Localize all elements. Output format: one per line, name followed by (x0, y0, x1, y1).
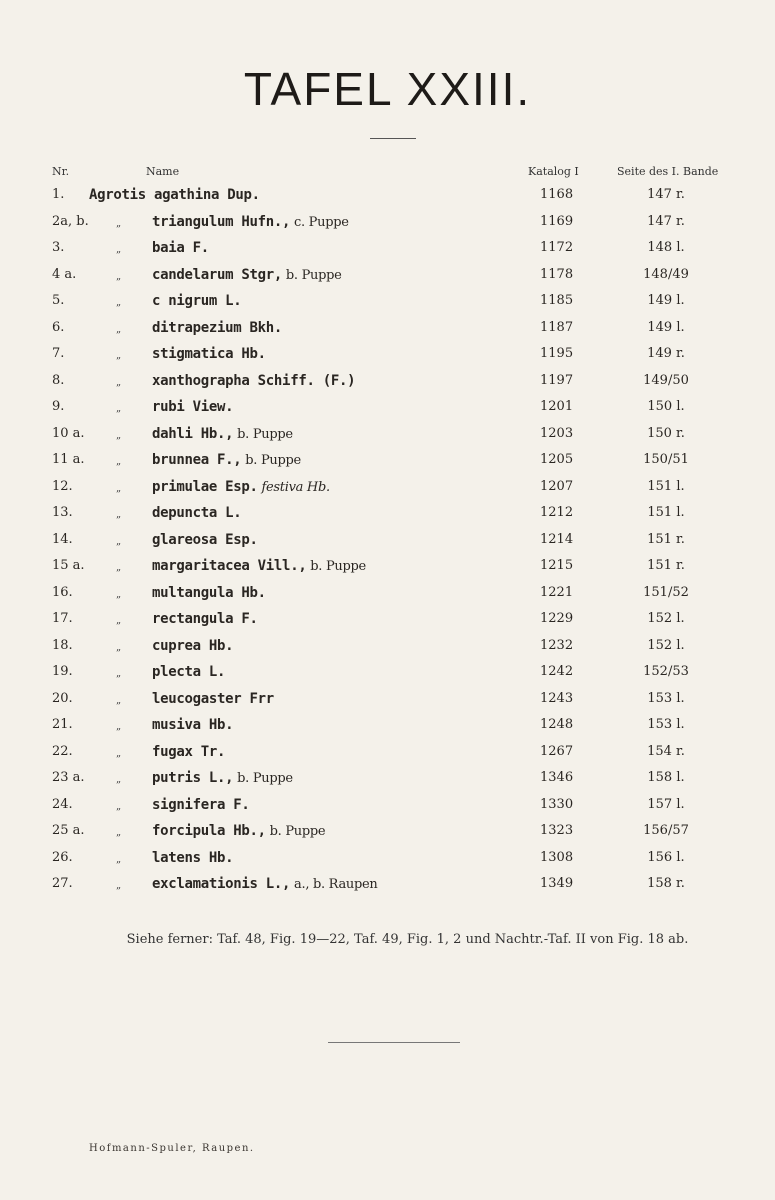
row-number: 24. (52, 796, 73, 812)
ditto-mark: „ (116, 350, 122, 361)
species-text: baia F. (152, 240, 209, 256)
species-name (152, 823, 325, 839)
species-name (152, 664, 225, 680)
katalog-number: 1242 (540, 664, 574, 679)
species-name (152, 585, 266, 601)
katalog-number: 1172 (540, 240, 574, 255)
column-header-name: Name (146, 165, 180, 178)
table-row (0, 554, 775, 581)
species-text: putris L., (152, 770, 234, 786)
table-row (0, 607, 775, 634)
page-reference: 149 l. (647, 293, 685, 308)
species-name (152, 876, 377, 892)
species-note: b. Puppe (265, 824, 326, 839)
page-reference: 156/57 (643, 823, 689, 838)
species-text: musiva Hb. (152, 717, 234, 733)
table-row (0, 501, 775, 528)
row-number: 26. (52, 849, 73, 865)
page-reference: 148 l. (647, 240, 685, 255)
katalog-number: 1349 (540, 876, 574, 891)
species-name (152, 638, 233, 654)
species-text: ditrapezium Bkh. (152, 319, 283, 336)
ditto-mark: „ (116, 297, 122, 308)
table-row (0, 422, 775, 449)
page-reference: 149 r. (647, 346, 685, 361)
row-number: 11 a. (52, 452, 85, 467)
species-name (152, 214, 349, 230)
species-text: plecta L. (152, 664, 226, 680)
table-row (0, 819, 775, 846)
ditto-mark: „ (116, 827, 122, 838)
page-reference: 152 l. (647, 637, 685, 653)
row-number: 27. (52, 876, 73, 891)
katalog-number: 1185 (540, 293, 574, 308)
species-name (152, 452, 301, 468)
ditto-mark: „ (116, 694, 122, 706)
katalog-number: 1203 (540, 425, 574, 441)
page-title: TAFEL XXIII. (243, 63, 532, 115)
species-text: latens Hb. (152, 849, 234, 866)
species-text: leucogaster Frr (152, 690, 274, 707)
katalog-number: 1169 (540, 213, 574, 229)
row-number: 7. (52, 346, 65, 361)
page-reference: 151 l. (647, 478, 685, 494)
row-number: 16. (52, 584, 73, 600)
species-name (152, 744, 225, 760)
row-number: 3. (52, 240, 65, 255)
table-row (0, 687, 775, 714)
page-reference: 147 r. (647, 213, 685, 229)
ditto-mark: „ (116, 747, 122, 759)
species-text: candelarum Stgr, (152, 266, 283, 283)
ditto-mark: „ (116, 429, 122, 441)
species-text: exclamationis L., (152, 876, 291, 892)
table-row (0, 634, 775, 661)
page-reference: 152/53 (643, 664, 689, 679)
table-row (0, 395, 775, 422)
species-name (152, 267, 342, 283)
katalog-number: 1195 (540, 346, 574, 361)
row-number: 10 a. (52, 425, 85, 441)
ditto-mark: „ (116, 774, 122, 785)
table-row (0, 369, 775, 396)
row-number: 23 a. (52, 770, 85, 785)
row-number: 1. (52, 187, 65, 202)
species-name (152, 611, 258, 627)
species-name (152, 850, 233, 866)
row-number: 5. (52, 293, 65, 308)
species-text: xanthographa Schiff. (F.) (152, 372, 356, 389)
row-number: 13. (52, 505, 73, 520)
table-row (0, 448, 775, 475)
genus-name (89, 187, 260, 203)
species-name (152, 373, 355, 389)
table-row (0, 740, 775, 767)
footer-credit: Hofmann-Spuler, Raupen. (89, 1143, 255, 1154)
species-note: festiva Hb. (257, 479, 330, 495)
ditto-mark: „ (116, 721, 122, 732)
page-reference: 149 l. (647, 319, 685, 335)
species-text: dahli Hb., (152, 425, 234, 442)
katalog-number: 1330 (540, 796, 574, 812)
species-table (0, 183, 775, 899)
column-header-nr: Nr. (52, 165, 70, 178)
page-reference: 150 r. (647, 425, 685, 441)
species-note: b. Puppe (233, 771, 293, 786)
row-number: 20. (52, 690, 73, 706)
page-reference: 151/52 (643, 584, 689, 600)
page-reference: 149/50 (643, 372, 689, 388)
page-reference: 156 l. (647, 849, 685, 865)
ditto-mark: „ (116, 482, 122, 494)
ditto-mark: „ (116, 615, 122, 626)
species-text: rubi View. (152, 399, 234, 415)
species-note: c. Puppe (290, 214, 349, 230)
species-note: b. Puppe (282, 267, 342, 283)
katalog-number: 1267 (540, 743, 574, 759)
page-reference: 157 l. (647, 796, 685, 812)
katalog-number: 1168 (540, 187, 574, 202)
katalog-number: 1308 (540, 849, 574, 865)
katalog-number: 1187 (540, 319, 574, 335)
katalog-number: 1221 (540, 584, 574, 600)
species-name: agathina Dup. (154, 187, 260, 203)
species-name (152, 797, 250, 813)
row-number: 6. (52, 319, 65, 335)
species-note: a., b. Raupen (290, 877, 378, 892)
species-text: margaritacea Vill., (152, 558, 307, 574)
page-reference: 150 l. (647, 399, 685, 414)
species-name (152, 426, 293, 442)
row-number: 21. (52, 717, 73, 732)
table-row (0, 713, 775, 740)
table-row (0, 475, 775, 502)
table-row (0, 528, 775, 555)
species-text: fugax Tr. (152, 743, 226, 760)
see-also-note: Siehe ferner: Taf. 48, Fig. 19—22, Taf. 49, Fig. 1, 2 und Nachtr.-Taf. II von Fig. 18 ab. (126, 932, 689, 947)
species-text: brunnea F., (152, 452, 242, 468)
ditto-mark: „ (116, 880, 122, 891)
species-name (152, 505, 241, 521)
ditto-mark: „ (116, 562, 122, 573)
row-number: 14. (52, 531, 73, 547)
table-row (0, 289, 775, 316)
species-note: b. Puppe (233, 426, 293, 442)
column-header-seite: Seite des I. Bande (617, 165, 719, 178)
row-number: 8. (52, 372, 65, 388)
species-name (152, 399, 233, 415)
table-row (0, 846, 775, 873)
ditto-mark: „ (116, 323, 122, 335)
table-row (0, 263, 775, 290)
page-reference: 153 l. (647, 690, 685, 706)
katalog-number: 1248 (540, 717, 574, 732)
table-row (0, 872, 775, 899)
ditto-mark: „ (116, 376, 122, 388)
table-row (0, 210, 775, 237)
ditto-mark: „ (116, 270, 122, 282)
page-reference: 152 l. (647, 611, 685, 626)
species-name (152, 532, 258, 548)
ditto-mark: „ (116, 456, 122, 467)
katalog-number: 1243 (540, 690, 574, 706)
page-reference: 148/49 (643, 266, 689, 282)
row-number: 18. (52, 637, 73, 653)
katalog-number: 1215 (540, 558, 574, 573)
row-number: 22. (52, 743, 73, 759)
column-header-katalog: Katalog I (528, 165, 579, 178)
row-number: 9. (52, 399, 65, 414)
row-number: 2a, b. (52, 213, 89, 229)
ditto-mark: „ (116, 535, 122, 547)
ditto-mark: „ (116, 217, 122, 229)
ditto-mark: „ (116, 800, 122, 812)
species-note: b. Puppe (241, 453, 301, 468)
species-name (152, 770, 293, 786)
ditto-mark: „ (116, 509, 122, 520)
species-text: multangula Hb. (152, 584, 266, 601)
table-row (0, 793, 775, 820)
page-reference: 151 r. (647, 531, 685, 547)
katalog-number: 1207 (540, 478, 574, 494)
species-text: cuprea Hb. (152, 637, 234, 654)
row-number: 12. (52, 478, 73, 494)
species-text: stigmatica Hb. (152, 346, 266, 362)
katalog-number: 1323 (540, 823, 574, 838)
page-reference: 154 r. (647, 743, 685, 759)
katalog-number: 1232 (540, 637, 574, 653)
katalog-number: 1201 (540, 399, 574, 414)
species-text: c nigrum L. (152, 293, 242, 309)
table-row (0, 660, 775, 687)
species-text: primulae Esp. (152, 478, 258, 495)
table-row (0, 183, 775, 210)
katalog-number: 1346 (540, 770, 574, 785)
katalog-number: 1197 (540, 372, 574, 388)
page-reference: 151 r. (647, 558, 685, 573)
table-row (0, 342, 775, 369)
species-name (152, 691, 274, 707)
row-number: 15 a. (52, 558, 85, 573)
row-number: 17. (52, 611, 73, 626)
page-reference: 158 r. (647, 876, 685, 891)
species-name (152, 240, 209, 256)
species-text: forcipula Hb., (152, 823, 266, 839)
table-row (0, 581, 775, 608)
page-reference: 151 l. (647, 505, 685, 520)
species-name (152, 479, 330, 495)
species-name (152, 717, 233, 733)
katalog-number: 1214 (540, 531, 574, 547)
bottom-divider (328, 1042, 460, 1043)
row-number: 19. (52, 664, 73, 679)
katalog-number: 1212 (540, 505, 574, 520)
page-reference: 150/51 (643, 452, 689, 467)
title-divider (370, 138, 416, 139)
species-text: signifera F. (152, 796, 250, 813)
species-note: b. Puppe (306, 559, 366, 574)
ditto-mark: „ (116, 244, 122, 255)
species-name (152, 558, 366, 574)
katalog-number: 1205 (540, 452, 574, 467)
page-reference: 153 l. (647, 717, 685, 732)
katalog-number: 1178 (540, 266, 574, 282)
table-row (0, 236, 775, 263)
row-number: 25 a. (52, 823, 85, 838)
ditto-mark: „ (116, 588, 122, 600)
species-text: glareosa Esp. (152, 531, 258, 548)
katalog-number: 1229 (540, 611, 574, 626)
page-reference: 158 l. (647, 770, 685, 785)
species-name (152, 346, 266, 362)
table-row (0, 316, 775, 343)
species-name (152, 320, 282, 336)
ditto-mark: „ (116, 853, 122, 865)
ditto-mark: „ (116, 641, 122, 653)
species-name (152, 293, 241, 309)
page-reference: 147 r. (647, 187, 685, 202)
ditto-mark: „ (116, 403, 122, 414)
table-row (0, 766, 775, 793)
genus-text: Agrotis (89, 187, 146, 203)
species-text: depuncta L. (152, 505, 242, 521)
ditto-mark: „ (116, 668, 122, 679)
species-text: triangulum Hufn., (152, 213, 291, 230)
row-number: 4 a. (52, 266, 77, 282)
species-text: rectangula F. (152, 611, 258, 627)
